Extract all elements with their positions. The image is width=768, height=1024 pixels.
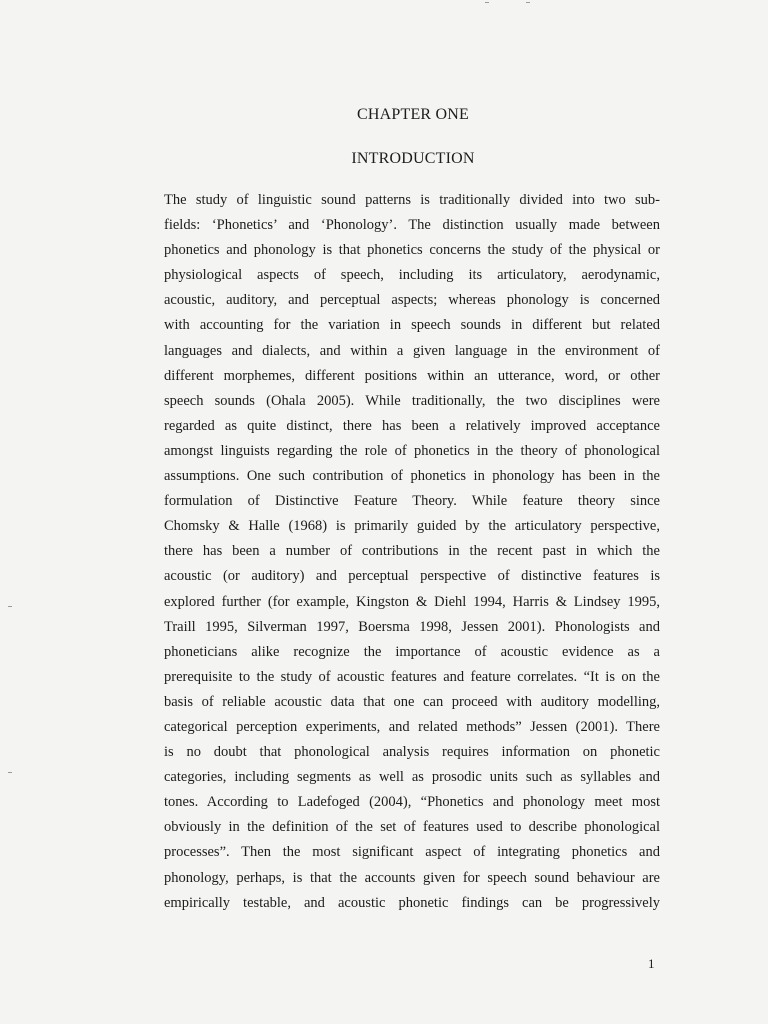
section-title: INTRODUCTION [351,150,475,167]
scan-speck [8,772,12,773]
body-line: acoustic (or auditory) and perceptual perspective of distinctive features is [164,568,660,585]
body-line: phoneticians alike recognize the importance of acoustic evidence as a [164,643,660,660]
body-line: formulation of Distinctive Feature Theory. While feature theory since [164,493,660,510]
scan-speck [526,2,530,3]
body-line: regarded as quite distinct, there has been a relatively improved acceptance [164,417,660,434]
body-line: obviously in the definition of the set of features used to describe phonological [164,819,660,836]
body-line: physiological aspects of speech, including its articulatory, aerodynamic, [164,267,660,284]
body-line: The study of linguistic sound patterns is traditionally divided into two sub- [164,192,660,208]
body-line: phonology, perhaps, is that the accounts given for speech sound behaviour are [164,869,660,886]
body-line: acoustic, auditory, and perceptual aspects; whereas phonology is concerned [164,292,660,309]
body-line: there has been a number of contributions in the recent past in which the [164,543,660,560]
body-line: explored further (for example, Kingston & Diehl 1994, Harris & Lindsey 1995, [164,593,660,610]
body-line: processes”. Then the most significant aspect of integrating phonetics and [164,844,660,861]
body-line: speech sounds (Ohala 2005). While traditionally, the two disciplines were [164,392,660,409]
body-line: different morphemes, different positions within an utterance, word, or other [164,367,660,384]
body-line: with accounting for the variation in speech sounds in different but related [164,317,660,334]
body-line: languages and dialects, and within a given language in the environment of [164,342,660,359]
body-line: is no doubt that phonological analysis requires information on phonetic [164,744,660,761]
body-line: fields: ‘Phonetics’ and ‘Phonology’. The distinction usually made between [164,217,660,234]
body-paragraph [164,188,660,916]
body-line: tones. According to Ladefoged (2004), “Phonetics and phonology meet most [164,794,660,811]
body-line: phonetics and phonology is that phonetics concerns the study of the physical or [164,242,660,259]
body-line: categorical perception experiments, and related methods” Jessen (2001). There [164,718,660,735]
scan-speck [8,606,12,607]
body-line: empirically testable, and acoustic phonetic findings can be progressively [164,894,660,911]
page-number: 1 [648,956,655,971]
chapter-heading: CHAPTER ONE [357,106,469,123]
body-line: Traill 1995, Silverman 1997, Boersma 1998, Jessen 2001). Phonologists and [164,618,660,635]
body-line: categories, including segments as well as prosodic units such as syllables and [164,769,660,786]
body-line: Chomsky & Halle (1968) is primarily guided by the articulatory perspective, [164,518,660,535]
scan-speck [485,2,489,3]
body-line: basis of reliable acoustic data that one can proceed with auditory modelling, [164,693,660,710]
body-line: amongst linguists regarding the role of phonetics in the theory of phonological [164,442,660,459]
body-line: prerequisite to the study of acoustic features and feature correlates. “It is on the [164,668,660,685]
body-line: assumptions. One such contribution of phonetics in phonology has been in the [164,468,660,485]
